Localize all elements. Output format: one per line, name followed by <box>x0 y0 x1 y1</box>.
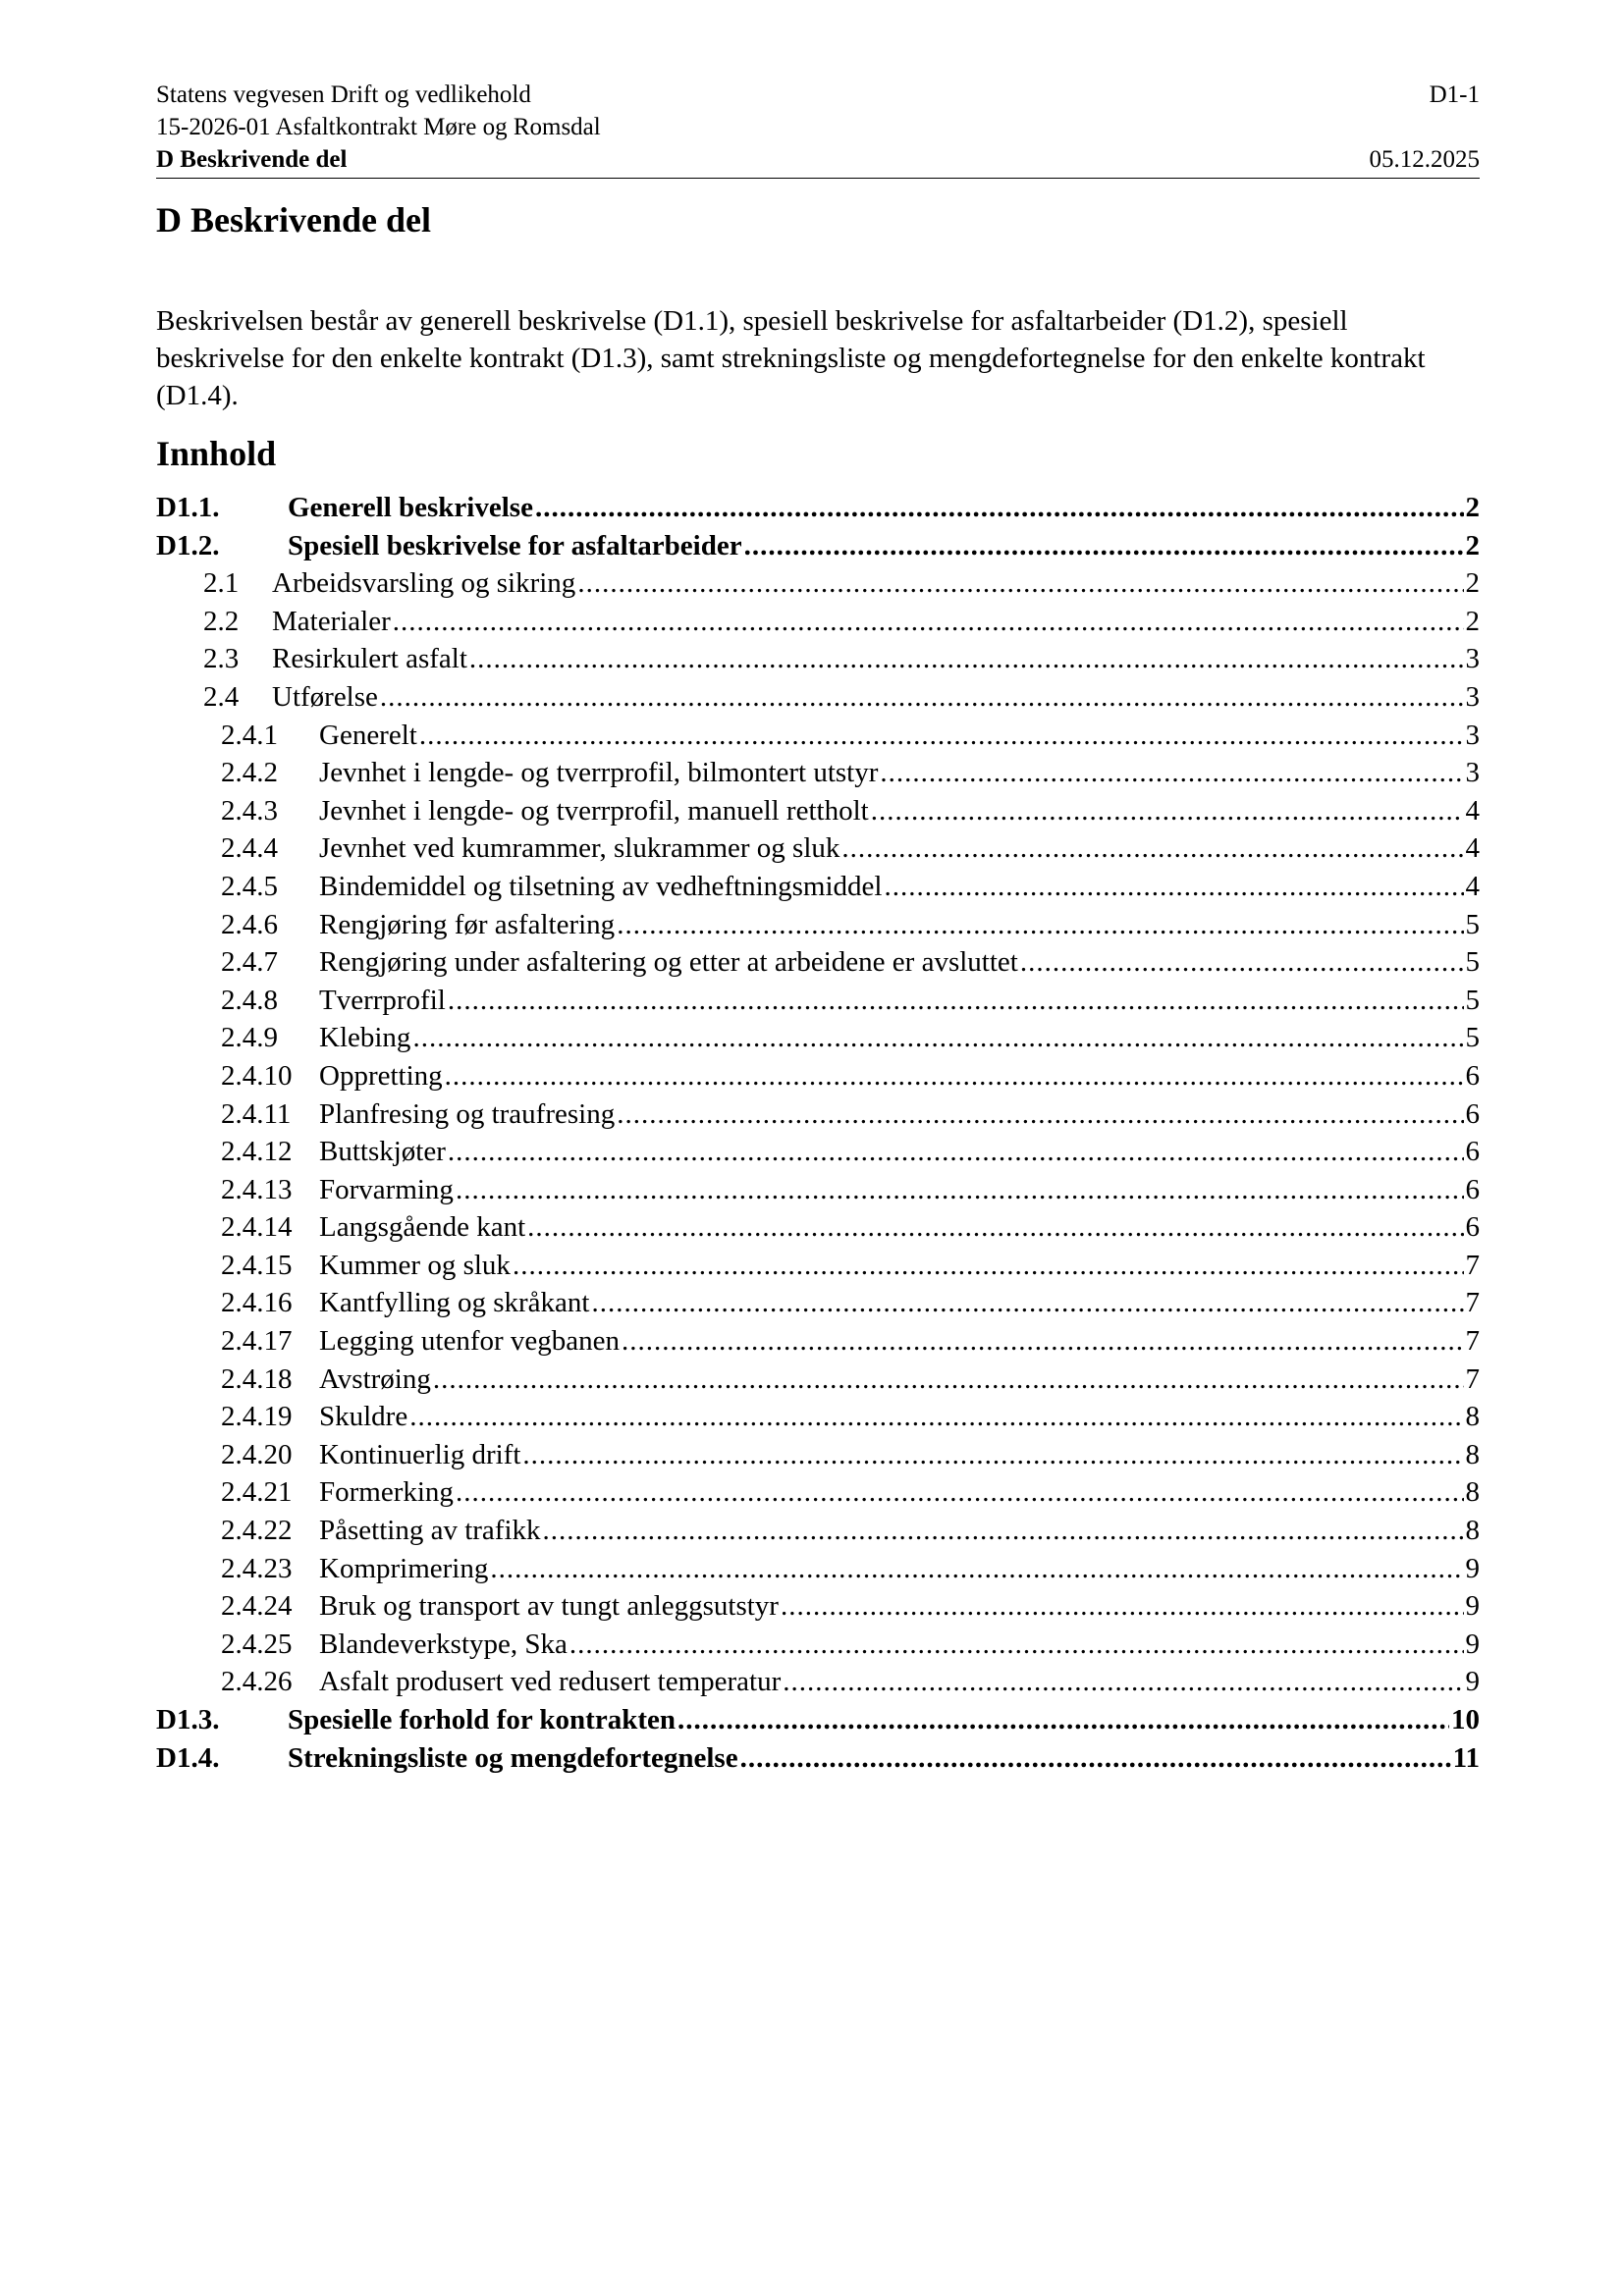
header-rule <box>156 178 1480 179</box>
document-title: D Beskrivende del <box>156 200 432 240</box>
toc-entry[interactable] <box>156 1171 1480 1209</box>
header-section: D Beskrivende del <box>156 146 348 173</box>
toc-entry-title: Bindemiddel og tilsetning av vedheftningsmiddel <box>319 870 883 902</box>
toc-entry-page: 9 <box>1465 1552 1480 1584</box>
table-of-contents <box>156 489 1480 1777</box>
toc-entry-page: 7 <box>1465 1287 1480 1319</box>
toc-entry[interactable] <box>156 868 1480 906</box>
toc-entry-number: 2.4.25 <box>221 1628 293 1660</box>
toc-entry-number: D1.3. <box>156 1704 220 1735</box>
toc-dot-leader <box>456 1473 1464 1512</box>
toc-entry-page: 8 <box>1465 1476 1480 1509</box>
toc-entry-number: 2.4.20 <box>221 1438 293 1470</box>
toc-entry-number: 2.4.13 <box>221 1173 293 1205</box>
toc-entry-page: 3 <box>1465 680 1480 713</box>
toc-entry-number: 2.4.22 <box>221 1515 293 1547</box>
toc-entry-title: Påsetting av trafikk <box>319 1515 541 1547</box>
toc-entry-page: 3 <box>1465 719 1480 751</box>
toc-entry-title: Kontinuerlig drift <box>319 1438 521 1470</box>
toc-dot-leader <box>871 792 1464 830</box>
toc-entry-number: 2.4.6 <box>221 908 278 940</box>
toc-entry[interactable] <box>156 943 1480 982</box>
toc-dot-leader <box>744 527 1464 565</box>
toc-entry-number: 2.4.21 <box>221 1476 293 1509</box>
toc-entry-number: 2.4.12 <box>221 1136 293 1168</box>
toc-entry[interactable] <box>156 1550 1480 1588</box>
toc-entry[interactable] <box>156 1512 1480 1550</box>
header-line-2 <box>156 111 1480 143</box>
toc-dot-leader <box>513 1247 1464 1285</box>
toc-entry[interactable] <box>156 1322 1480 1361</box>
toc-entry-title: Generell beskrivelse <box>288 492 533 523</box>
toc-entry-title: Tverrprofil <box>319 984 446 1016</box>
toc-entry-page: 4 <box>1465 794 1480 827</box>
toc-entry-number: 2.4.7 <box>221 946 278 979</box>
toc-dot-leader <box>740 1739 1451 1778</box>
toc-entry-page: 2 <box>1465 529 1480 561</box>
toc-entry[interactable] <box>156 1701 1480 1739</box>
toc-dot-leader <box>591 1284 1463 1322</box>
toc-heading: Innhold <box>156 434 277 473</box>
toc-entry-number: 2.4.8 <box>221 984 278 1016</box>
toc-entry-number: 2.4.9 <box>221 1022 278 1054</box>
toc-entry-title: Generelt <box>319 719 417 751</box>
header-page-id: D1-1 <box>1429 81 1480 108</box>
toc-entry-number: D1.1. <box>156 492 220 523</box>
toc-entry-title: Arbeidsvarsling og sikring <box>272 567 576 600</box>
toc-entry-title: Utførelse <box>272 680 378 713</box>
toc-entry[interactable] <box>156 678 1480 717</box>
toc-dot-leader <box>535 489 1464 527</box>
toc-entry-title: Planfresing og traufresing <box>319 1097 616 1130</box>
toc-entry-page: 7 <box>1465 1249 1480 1281</box>
toc-entry[interactable] <box>156 564 1480 603</box>
toc-entry-title: Resirkulert asfalt <box>272 643 467 675</box>
toc-entry-number: 2.4.1 <box>221 719 278 751</box>
toc-entry-title: Rengjøring før asfaltering <box>319 908 616 940</box>
toc-entry-title: Oppretting <box>319 1059 443 1092</box>
page-header <box>156 79 1480 179</box>
toc-entry-page: 6 <box>1465 1173 1480 1205</box>
toc-entry-number: 2.4 <box>203 680 240 713</box>
toc-entry[interactable] <box>156 527 1480 565</box>
toc-entry-title: Rengjøring under asfaltering og etter at arbeidene er avsluttet <box>319 946 1018 979</box>
toc-entry-page: 8 <box>1465 1401 1480 1433</box>
toc-dot-leader <box>393 603 1464 641</box>
toc-entry-title: Buttskjøter <box>319 1136 446 1168</box>
toc-entry-title: Spesiell beskrivelse for asfaltarbeider <box>288 529 742 561</box>
toc-entry-page: 5 <box>1465 946 1480 979</box>
toc-entry[interactable] <box>156 1398 1480 1436</box>
toc-dot-leader <box>617 906 1463 944</box>
toc-entry-title: Materialer <box>272 605 391 637</box>
toc-entry[interactable] <box>156 829 1480 868</box>
toc-dot-leader <box>569 1626 1464 1664</box>
toc-entry-page: 9 <box>1465 1590 1480 1623</box>
header-date: 05.12.2025 <box>1369 146 1480 173</box>
toc-dot-leader <box>543 1512 1464 1550</box>
toc-entry-page: 8 <box>1465 1438 1480 1470</box>
intro-paragraph: Beskrivelsen består av generell beskrivelse (D1.1), spesiell beskrivelse for asfaltarbeider (D1.2), spesiell beskrivelse for den enkelte kontrakt (D1.3), samt strekningsliste og mengdefortegnelse for den enkelte kontrakt (D1.4). <box>156 305 1426 411</box>
toc-dot-leader <box>841 829 1463 868</box>
toc-entry[interactable] <box>156 1663 1480 1701</box>
toc-entry-number: 2.4.18 <box>221 1362 293 1395</box>
toc-dot-leader <box>433 1361 1464 1399</box>
toc-entry-page: 3 <box>1465 757 1480 789</box>
toc-entry-page: 5 <box>1465 1022 1480 1054</box>
toc-entry[interactable] <box>156 754 1480 792</box>
toc-entry[interactable] <box>156 489 1480 527</box>
toc-entry-number: 2.4.15 <box>221 1249 293 1281</box>
toc-dot-leader <box>783 1663 1463 1701</box>
toc-entry-number: 2.3 <box>203 643 240 675</box>
toc-entry-title: Klebing <box>319 1022 411 1054</box>
toc-entry-title: Spesielle forhold for kontrakten <box>288 1704 676 1735</box>
toc-entry-title: Formerking <box>319 1476 454 1509</box>
toc-entry-title: Kantfylling og skråkant <box>319 1287 590 1319</box>
toc-entry-page: 2 <box>1465 567 1480 600</box>
toc-entry-number: 2.4.24 <box>221 1590 293 1623</box>
toc-entry[interactable] <box>156 906 1480 944</box>
toc-entry-number: 2.4.4 <box>221 832 278 865</box>
toc-entry-number: 2.4.3 <box>221 794 278 827</box>
toc-entry-page: 4 <box>1465 832 1480 865</box>
toc-dot-leader <box>884 868 1463 906</box>
toc-entry[interactable] <box>156 1208 1480 1247</box>
toc-entry[interactable] <box>156 1057 1480 1095</box>
toc-entry[interactable] <box>156 603 1480 641</box>
toc-entry-number: 2.4.23 <box>221 1552 293 1584</box>
toc-dot-leader <box>469 640 1464 678</box>
toc-entry-number: 2.4.26 <box>221 1666 293 1698</box>
header-line-3 <box>156 143 1480 176</box>
toc-entry[interactable] <box>156 1739 1480 1778</box>
toc-entry[interactable] <box>156 1247 1480 1285</box>
toc-entry-number: 2.4.5 <box>221 870 278 902</box>
toc-entry[interactable] <box>156 640 1480 678</box>
toc-entry-title: Avstrøing <box>319 1362 431 1395</box>
toc-entry-page: 5 <box>1465 984 1480 1016</box>
toc-entry[interactable] <box>156 1436 1480 1474</box>
toc-entry-number: 2.2 <box>203 605 240 637</box>
toc-dot-leader <box>880 754 1463 792</box>
toc-entry-number: 2.1 <box>203 567 240 600</box>
toc-entry-title: Forvarming <box>319 1173 454 1205</box>
toc-entry-number: 2.4.2 <box>221 757 278 789</box>
toc-entry[interactable] <box>156 717 1480 755</box>
toc-entry-number: 2.4.14 <box>221 1211 293 1244</box>
toc-dot-leader <box>448 982 1464 1020</box>
toc-entry[interactable] <box>156 792 1480 830</box>
toc-entry[interactable] <box>156 982 1480 1020</box>
toc-entry[interactable] <box>156 1587 1480 1626</box>
toc-dot-leader <box>448 1133 1464 1171</box>
toc-dot-leader <box>577 564 1463 603</box>
toc-entry-title: Jevnhet i lengde- og tverrprofil, manuell rettholt <box>319 794 869 827</box>
toc-dot-leader <box>781 1587 1464 1626</box>
toc-entry-title: Jevnhet i lengde- og tverrprofil, bilmontert utstyr <box>319 757 879 789</box>
toc-dot-leader <box>527 1208 1463 1247</box>
toc-dot-leader <box>445 1057 1464 1095</box>
header-line-1 <box>156 79 1480 111</box>
toc-entry[interactable] <box>156 1626 1480 1664</box>
toc-entry[interactable] <box>156 1019 1480 1057</box>
toc-dot-leader <box>490 1550 1463 1588</box>
toc-dot-leader <box>677 1701 1449 1739</box>
toc-entry-title: Skuldre <box>319 1401 408 1433</box>
toc-entry-page: 4 <box>1465 870 1480 902</box>
toc-entry-page: 5 <box>1465 908 1480 940</box>
toc-entry-page: 3 <box>1465 643 1480 675</box>
toc-entry-page: 6 <box>1465 1136 1480 1168</box>
toc-entry[interactable] <box>156 1284 1480 1322</box>
toc-entry-page: 6 <box>1465 1211 1480 1244</box>
toc-dot-leader <box>412 1019 1463 1057</box>
toc-entry-title: Strekningsliste og mengdefortegnelse <box>288 1741 738 1774</box>
document-page <box>156 79 1480 1777</box>
toc-entry-page: 2 <box>1465 492 1480 523</box>
toc-entry[interactable] <box>156 1095 1480 1134</box>
toc-entry-page: 6 <box>1465 1097 1480 1130</box>
toc-entry[interactable] <box>156 1361 1480 1399</box>
toc-entry-number: 2.4.11 <box>221 1097 292 1130</box>
toc-entry-page: 7 <box>1465 1325 1480 1358</box>
toc-dot-leader <box>522 1436 1463 1474</box>
toc-entry-title: Legging utenfor vegbanen <box>319 1325 621 1358</box>
toc-dot-leader <box>409 1398 1463 1436</box>
toc-entry-page: 8 <box>1465 1515 1480 1547</box>
toc-entry-page: 9 <box>1465 1628 1480 1660</box>
toc-entry-title: Kummer og sluk <box>319 1249 511 1281</box>
toc-entry-title: Komprimering <box>319 1552 489 1584</box>
toc-dot-leader <box>419 717 1464 755</box>
toc-dot-leader <box>617 1095 1463 1134</box>
toc-entry-page: 10 <box>1451 1704 1480 1735</box>
toc-entry-number: 2.4.16 <box>221 1287 293 1319</box>
toc-entry-page: 7 <box>1465 1362 1480 1395</box>
toc-entry-title: Jevnhet ved kumrammer, slukrammer og sluk <box>319 832 840 865</box>
toc-dot-leader <box>380 678 1464 717</box>
toc-dot-leader <box>622 1322 1463 1361</box>
toc-entry-title: Bruk og transport av tungt anleggsutstyr <box>319 1590 779 1623</box>
toc-entry-number: D1.2. <box>156 529 220 561</box>
toc-entry-number: D1.4. <box>156 1741 220 1774</box>
toc-entry[interactable] <box>156 1133 1480 1171</box>
toc-entry-title: Blandeverkstype, Ska <box>319 1628 568 1660</box>
toc-entry-number: 2.4.19 <box>221 1401 293 1433</box>
header-contract: 15-2026-01 Asfaltkontrakt Møre og Romsdal <box>156 114 601 140</box>
toc-entry-number: 2.4.10 <box>221 1059 293 1092</box>
toc-entry-page: 11 <box>1452 1741 1480 1774</box>
toc-entry-page: 6 <box>1465 1059 1480 1092</box>
toc-entry-page: 2 <box>1465 605 1480 637</box>
toc-entry-title: Langsgående kant <box>319 1211 526 1244</box>
header-org: Statens vegvesen Drift og vedlikehold <box>156 81 531 108</box>
toc-entry[interactable] <box>156 1473 1480 1512</box>
toc-dot-leader <box>1020 943 1464 982</box>
toc-entry-title: Asfalt produsert ved redusert temperatur <box>319 1666 782 1698</box>
toc-entry-number: 2.4.17 <box>221 1325 293 1358</box>
toc-entry-page: 9 <box>1465 1666 1480 1698</box>
toc-dot-leader <box>456 1171 1464 1209</box>
